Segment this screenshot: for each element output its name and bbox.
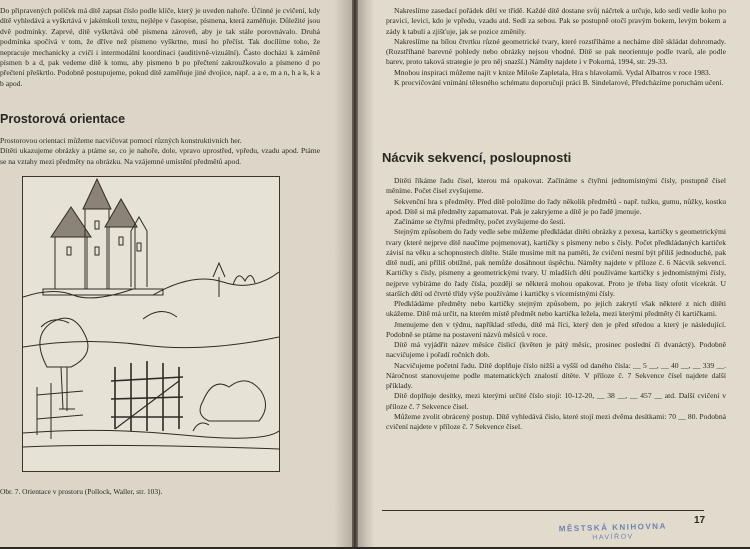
right-section-body [386, 176, 726, 432]
right-page [358, 0, 750, 547]
left-intro-paragraph: Do připravených políček má dítě zapsat číslo podle klíče, který je uveden nahoře. Účinné je cvičení, kdy dítě vyhledává a vyškrtává v jakémkoli textu, nejlépe v časopise, písmena, která zaměňuje. Důležité jsou dvě podmínky. Zaprvé, dítě vyškrtává obě písmena zároveň, aby je tak stále porovnávalo. Druhá podmínka spočívá v tom, že dříve než písmeno vyškrtne, musí ho přečíst. Tak docílíme toho, že nepracuje mechanicky a cvičí i intermodální koordinaci (auditivně-vizuální). Často docházi k záměně písmen b a d, pak vedeme dítě k tomu, aby písmeno b po přečtení zakroužkovalo a písmeno d po přečtení přeškrtlo. Podobně postupujeme, pokud dítě zaměňuje jiné dvojice, např. a a e, m a n, h a k, k a b apod. [0, 6, 320, 88]
right-paragraph-7: Dítě má vyjádřit název měsíce číslicí (květen je pátý měsíc, prosinec poslední či dvanáctý). Podobně nacvičujeme i pořadí ročních dob. [386, 340, 726, 360]
right-paragraph-6: Jmenujeme den v týdnu, například středu, dítě má říci, který den je před středou a který je následující. Podobně se ptáme na postavení názvů měsíců v roce. [386, 319, 726, 339]
right-paragraph-1: Dítěti říkáme řadu čísel, kterou má opakovat. Začínáme s čtyřmi jednomístnými čísly, postupně čísel měníme. Počet čísel zvyšujeme. [386, 176, 726, 196]
right-paragraph-5: Předkládáme předměty nebo kartičky stejným způsobem, po jejich zakrytí však některé z nich dítěti ukážeme. Dítě má určit, na kterém místě předmět nebo kartička ležela, mezi kterými předměty či kartičkami. [386, 299, 726, 319]
right-paragraph-10: Můžeme zvolit obrácený postup. Dítě vyhledává číslo, které stojí mezi dvěma desítkami: 70 __ 80. Podobná cvičení najdete v příloze č. 7 Sekvence čísel. [386, 411, 726, 431]
left-section-paragraph-2: Dítěti ukazujeme obrázky a ptáme se, co je nahoře, dole, vpravo uprostřed, vpředu, vzadu apod. Ptáme se na vztahy mezi předměty na obrázku. Na vzájemné umístění předmětů apod. [0, 146, 320, 166]
left-section-body [0, 136, 320, 167]
page-footer-rule [382, 510, 704, 511]
right-paragraph-2: Sekvenční hra s předměty. Před dítě položíme do řady několik předmětů - např. tužku, gumu, nůžky, kostku apod. Dítě si má předměty zapamatovat. Pak je zakryjeme a dítě je po řadě jmenuje. [386, 196, 726, 216]
page-number: 17 [694, 515, 706, 526]
figure-caption: Obr. 7. Orientace v prostoru (Pollock, Waller, str. 103). [0, 487, 163, 496]
stamp-line-1: MĚSTSKÁ KNIHOVNA [558, 521, 667, 534]
right-section-heading: Nácvik sekvencí, posloupnosti [382, 150, 572, 165]
right-paragraph-9: Dítě doplňuje desítky, mezi kterými určité číslo stojí: 10-12-20, __ 38 __, __ 457 __ atd. Další cvičení v příloze č. 7 Sekvence čísel. [386, 391, 726, 411]
right-top-paragraph-3: Mnohou inspiraci můžeme najít v knize Miloše Zapletala, Hra s hlavolamů. Vydal Albatros v roce 1983. [394, 67, 711, 77]
left-section-heading: Prostorová orientace [0, 112, 126, 126]
left-section-paragraph-1: Prostorovou orientaci můžeme nacvičovat pomocí různých konstruktivních her. [0, 136, 242, 145]
left-page [0, 0, 352, 547]
right-paragraph-8: Nacvičujeme početní řadu. Dítě doplňuje číslo nižší a vyšší od daného čísla: __ 5 __, __ 40 __, __ 339 __. Náročnost stanovujeme podle matematických znalostí dítěte. V příloze č. 7 Sekvence čísel najdete další příklady. [386, 360, 726, 390]
stamp-line-2: HAVÍŘOV [592, 533, 634, 542]
right-top-paragraph-1: Nakreslíme zasedací pořádek dětí ve třídě. Každé dítě dostane svůj náčrtek a určuje, kdo sedí vedle koho po pravici, levici, kdo je vpředu, vzadu atd. Sedí za sebou. Pak se postupně otočí pravým bokem, levým bokem a zády k tabuli a zjišťuje, jak se pozice změnily. [386, 6, 726, 36]
castle-illustration [22, 176, 280, 472]
castle-drawing [23, 177, 279, 471]
right-top-section [386, 6, 726, 88]
right-paragraph-4: Stejným způsobem do řady vedle sebe můžeme předkládat dítěti obrázky z pexesa, kartičky s geometrickými tvary (které nejprve dítě naučíme pojmenovat), kartičky s písmeny nebo s čísly. Počet předkládaných kartiček závisí na věku a schopnostech dítěte. Stále musíme mít na paměti, že cvičení nesmí být příliš jednoduché, pak dítě nudí, ani příliš obtížné, pak nemůže dosáhnout úspěchu. Náměty najdete v příloze č. 6 Nácvik sekvencí. Kartičky s čísly, písmeny a geometrickými tvary. U mladších dětí používáme kartičky s jednomístnými čísly, nejprve vybíráme do řady čísla, později se některá mohou opakovat. Proto je třeba listy ofotit vícekrát. U starších dětí od čtvrté třídy výše používáme i kartičky s vícemístnými čísly. [386, 227, 726, 298]
right-paragraph-3: Začínáme se čtyřmi předměty, počet zvyšujeme do šesti. [394, 217, 566, 226]
library-stamp [548, 521, 679, 548]
right-top-paragraph-4: K procvičování vnímání tělesného schématu doporučuji práci B. Sindelarové, Předcházíme poruchám učení. [394, 77, 724, 87]
right-top-paragraph-2: Nakreslíme na bílou čtvrtku různé geometrické tvary, které rozstříháme a necháme dítě skládat dohromady. (Rozstříhané barevné pohledy nebo obrázky nejsou vhodné. Dítě se pak neorientuje podle tvarů, ale podle barev, proto taková strategie je pro něj snazší.) Náměty najdete i v Pokorná, 1994, str. 29-33. [386, 36, 726, 67]
